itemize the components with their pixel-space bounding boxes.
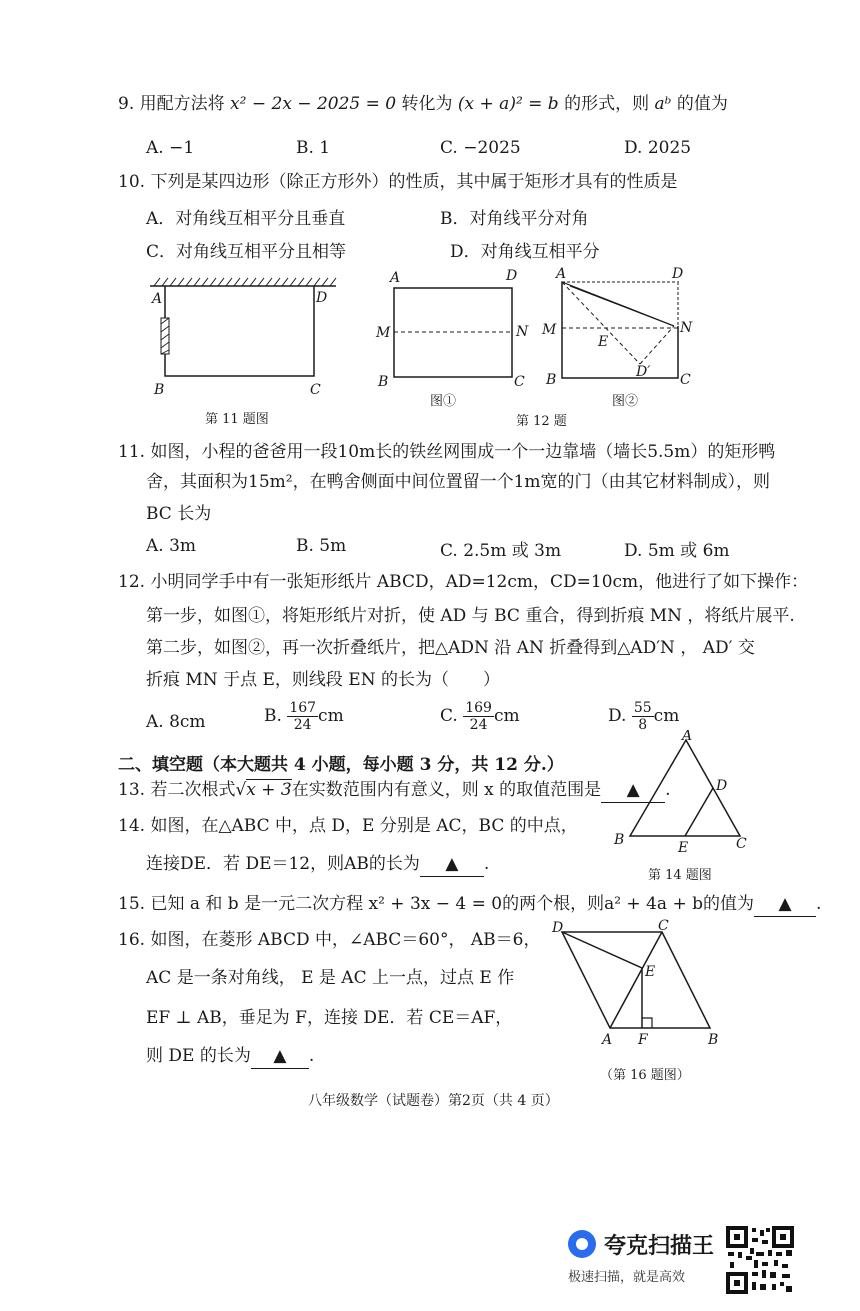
- label-c: C: [310, 382, 321, 398]
- equation: (x + a)² = b: [457, 94, 559, 114]
- option-d: D. $\frac{55}{8}$ cm: [608, 700, 680, 733]
- label-b: B: [378, 374, 389, 390]
- option-b: B. 1: [296, 138, 331, 158]
- option-c: C. 2.5m 或 3m: [440, 541, 562, 561]
- option-d: D．对角线互相平分: [450, 242, 600, 262]
- question-16-line-4: 则 DE 的长为 ▲ .: [146, 1044, 314, 1069]
- option-c: C. −2025: [440, 138, 521, 158]
- label-f: F: [638, 1032, 648, 1048]
- option-b: B. $\frac{167}{24}$ cm: [264, 700, 344, 733]
- answer-blank: ▲: [420, 852, 484, 877]
- label-d: D: [716, 778, 728, 794]
- option-d: D. 5m 或 6m: [624, 541, 730, 561]
- label-m: M: [376, 325, 391, 341]
- option-b: B．对角线平分对角: [440, 209, 589, 229]
- question-12: 12. 小明同学手中有一张矩形纸片 ABCD，AD=12cm，CD=10cm，他进行了如下操作：: [118, 572, 809, 592]
- figure-12-2-caption: 图②: [612, 394, 639, 409]
- option-c: C. $\frac{169}{24}$ cm: [440, 700, 520, 733]
- fraction: $\frac{167}{24}$: [289, 700, 317, 733]
- label-a: A: [602, 1032, 613, 1048]
- qr-code-icon: [726, 1226, 794, 1294]
- label-d-prime: D′: [636, 364, 651, 380]
- label-a: A: [556, 266, 567, 282]
- question-11: 11. 如图，小程的爸爸用一段10m长的铁丝网围成一个一边靠墙（墙长5.5m）的矩形鸭: [118, 442, 776, 462]
- brand-slogan: 极速扫描，就是高效: [568, 1270, 686, 1285]
- figure-16: [548, 918, 728, 1054]
- label-c: C: [680, 372, 691, 388]
- label-d: D: [506, 268, 518, 284]
- question-13: 13. 若二次根式√x + 3在实数范围内有意义，则 x 的取值范围是 ▲ .: [118, 778, 671, 803]
- label-b: B: [708, 1032, 719, 1048]
- option-b: B. 5m: [296, 536, 347, 556]
- label-n: N: [516, 324, 529, 340]
- option-a: A．对角线互相平分且垂直: [146, 209, 346, 229]
- label-b: B: [546, 372, 557, 388]
- question-9: 9. 用配方法将 x² − 2x − 2025 = 0 转化为 (x + a)² = b 的形式，则 aᵇ 的值为: [118, 94, 728, 114]
- figure-12-2: [540, 266, 700, 394]
- option-a: A. 3m: [146, 536, 197, 556]
- question-14: 14. 如图，在△ABC 中，点 D，E 分别是 AC，BC 的中点，: [118, 816, 578, 836]
- question-10: 10. 下列是某四边形（除正方形外）的性质，其中属于矩形才具有的性质是: [118, 172, 678, 192]
- label-c: C: [736, 836, 747, 852]
- label-a: A: [390, 270, 401, 286]
- figure-12-1-caption: 图①: [430, 394, 457, 409]
- section-title: 二、填空题（本大题共 4 小题，每小题 3 分，共 12 分.）: [118, 755, 564, 775]
- fraction: $\frac{169}{24}$: [465, 700, 492, 733]
- question-11-line-2: 舍，其面积为15m²，在鸭舍侧面中间位置留一个1m宽的门（由其它材料制成），则: [146, 472, 771, 492]
- answer-blank: ▲: [754, 892, 816, 917]
- label-c: C: [658, 918, 669, 934]
- label-e: E: [598, 334, 609, 350]
- question-16-line-3: EF ⊥ AB，垂足为 F，连接 DE．若 CE＝AF，: [146, 1008, 513, 1028]
- option-d: D. 2025: [624, 138, 692, 158]
- label-a: A: [682, 730, 693, 744]
- label-n: N: [680, 320, 693, 336]
- figure-11: [140, 272, 350, 422]
- fraction: $\frac{55}{8}$: [633, 700, 652, 733]
- question-12-line-3: 第二步，如图②，再一次折叠纸片，把△ADN 沿 AN 折叠得到△AD′N ， AD′ 交: [146, 638, 755, 658]
- label-e: E: [645, 964, 656, 980]
- answer-blank: ▲: [601, 778, 665, 803]
- label-b: B: [614, 832, 625, 848]
- brand-name: 夸克扫描王: [604, 1234, 715, 1259]
- label-d: D: [672, 266, 684, 282]
- question-12-line-4: 折痕 MN 于点 E，则线段 EN 的长为（ ）: [146, 670, 500, 690]
- label-a: A: [152, 291, 163, 307]
- option-a: A. −1: [146, 138, 195, 158]
- answer-blank: ▲: [251, 1044, 309, 1069]
- scanner-watermark: [566, 1226, 724, 1296]
- figure-16-caption: （第 16 题图）: [600, 1068, 690, 1083]
- label-b: B: [154, 382, 165, 398]
- quark-logo-icon: [568, 1230, 596, 1258]
- question-12-line-2: 第一步，如图①，将矩形纸片对折，使 AD 与 BC 重合，得到折痕 MN ，将纸片展平.: [146, 606, 795, 626]
- expression: aᵇ: [654, 94, 672, 114]
- label-d: D: [316, 290, 328, 306]
- figure-11-caption: 第 11 题图: [205, 412, 269, 427]
- label-e: E: [678, 840, 689, 852]
- figure-12-caption: 第 12 题: [516, 414, 567, 429]
- question-15: 15. 已知 a 和 b 是一元二次方程 x² + 3x − 4 = 0的两个根，则a² + 4a + b的值为 ▲ .: [118, 892, 821, 917]
- label-c: C: [514, 374, 525, 390]
- page-footer: 八年级数学（试题卷）第2页（共 4 页）: [308, 1093, 559, 1109]
- question-14-line-2: 连接DE．若 DE＝12，则AB的长为 ▲ .: [146, 852, 489, 877]
- label-m: M: [542, 322, 557, 338]
- question-16-line-2: AC 是一条对角线， E 是 AC 上一点，过点 E 作: [146, 968, 515, 988]
- option-c: C．对角线互相平分且相等: [146, 242, 347, 262]
- figure-12-1: [372, 268, 532, 396]
- radical: √x + 3: [235, 780, 292, 800]
- label-d: D: [552, 920, 564, 936]
- question-11-line-3: BC 长为: [146, 504, 212, 524]
- equation: x² − 2x − 2025 = 0: [230, 94, 397, 114]
- figure-14-caption: 第 14 题图: [648, 868, 712, 883]
- option-a: A. 8cm: [146, 712, 206, 732]
- question-16: 16. 如图，在菱形 ABCD 中，∠ABC＝60°， AB＝6，: [118, 930, 541, 950]
